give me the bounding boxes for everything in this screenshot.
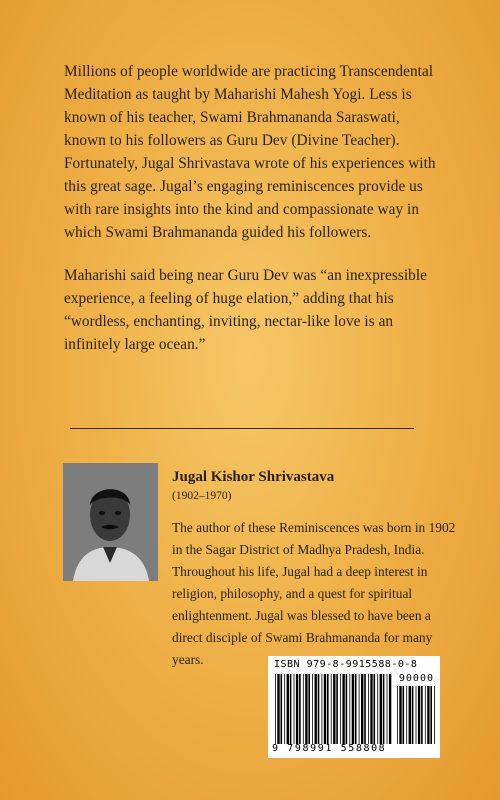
author-bio: The author of these Reminiscences was born in 1902 in the Sagar District of Madhya Pradesh, India. Throughout his life, Jugal had a deep interest in religion, philosophy, and a quest for spiritual enlightenment. Jugal was blessed to have been a direct disciple of Swami Brahmananda for many years.	[172, 520, 456, 667]
author-name: Jugal Kishor Shrivastava	[172, 469, 335, 485]
isbn-label: ISBN 979-8-9915588-0-8	[274, 659, 418, 670]
divider-rule	[70, 428, 414, 429]
blurb-paragraph-1: Millions of people worldwide are practicing Transcendental Meditation as taught by Maharishi Mahesh Yogi. Less is known of his teacher, Swami Brahmananda Saraswati, known to his followers as Guru Dev (Divine Teacher). Fortunately, Jugal Shrivastava wrote of his experiences with this great sage. Jugal’s engaging reminiscences provide us with rare insights into the kind and compassionate way in which Swami Brahmananda guided his followers.	[64, 63, 436, 241]
author-portrait-illustration	[63, 463, 158, 581]
author-dates: (1902–1970)	[172, 490, 232, 502]
blurb-paragraph-2: Maharishi said being near Guru Dev was “an inexpressible experience, a feeling of huge elation,” adding that his “wordless, enchanting, inviting, nectar-like love is an infinitely large ocean.”	[64, 267, 428, 353]
barcode-addon-bars	[396, 686, 436, 744]
ean-digits: 9 798991 558808	[272, 743, 387, 754]
back-cover-blurb	[64, 60, 444, 376]
isbn-barcode	[268, 656, 440, 758]
price-code: 90000	[398, 673, 434, 684]
barcode-bars	[274, 674, 392, 744]
author-photo	[63, 463, 158, 581]
